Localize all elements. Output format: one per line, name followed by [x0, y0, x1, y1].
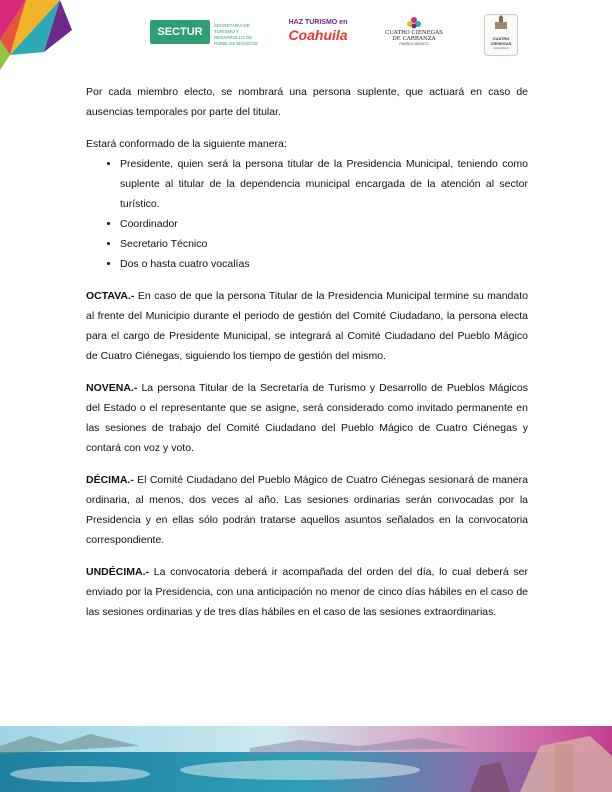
members-list — [86, 154, 528, 274]
clause-label: DÉCIMA.- — [86, 474, 134, 486]
clause-text: La convocatoria deberá ir acompañada del orden del día, lo cual deberá ser enviado por la Presidencia, con una anticipación no menor de cinco días hábiles en el caso de las sesiones ordinarias y de tres días hábiles en el caso de las sesiones extraordinarias. — [86, 566, 528, 618]
clause-novena — [86, 378, 528, 458]
clause-label: UNDÉCIMA.- — [86, 566, 149, 578]
cuatro-cienegas-logo — [382, 16, 446, 52]
document-body — [86, 82, 528, 634]
cuatro-cienegas-name: CUATRO CIÉNEGAS DE CARRANZA — [385, 30, 443, 42]
list-item: • Coordinador — [120, 214, 528, 234]
coahuila-logo — [282, 18, 354, 50]
footer-landscape-band — [0, 726, 612, 792]
clause-text: En caso de que la persona Titular de la Presidencia Municipal termine su mandato al frente del Municipio durante el periodo de gestión del Comité Ciudadano, la persona electa para el cargo de Presidente Municipal, se integrará al Comité Ciudadano del Pueblo Mágico de Cuatro Ciénegas, siguiendo los tiempo de gestión del mismo. — [86, 290, 528, 362]
header-logos — [150, 14, 580, 54]
list-item: • Presidente, quien será la persona titular de la Presidencia Municipal, teniendo como suplente al titular de la dependencia municipal encargada de la atención al sector turístico. — [120, 154, 528, 214]
coahuila-name: Coahuila — [288, 27, 348, 43]
clause-text: El Comité Ciudadano del Pueblo Mágico de Cuatro Ciénegas sesionará de manera ordinaria, al menos, dos veces al año. Las sesiones ordinarias serán convocadas por la Presidencia y en ellas sólo podrán tratarse aquellos asuntos señalados en la convocatoria correspondiente. — [86, 474, 528, 546]
paragraph-conformado: Estará conformado de la siguiente manera: — [86, 138, 287, 150]
badge-subtitle: COAHUILA — [493, 46, 509, 50]
corner-decoration — [0, 0, 80, 70]
clause-decima — [86, 470, 528, 550]
sectur-subtitle: SECRETARÍA DE TURISMO Y DESARROLLO DE PUEBLOS MÁGICOS — [214, 23, 258, 46]
clause-text: La persona Titular de la Secretaría de Turismo y Desarrollo de Pueblos Mágicos del Estado o el representante que se asigne, será considerado como invitado permanente en las sesiones de trabajo del Comité Ciudadano del Pueblo Mágico de Cuatro Ciénegas y contará con voz y voto. — [86, 382, 528, 454]
paragraph-suplente: Por cada miembro electo, se nombrará una persona suplente, que actuará en caso de ausencias temporales por parte del titular. — [86, 86, 528, 118]
list-item: • Dos o hasta cuatro vocalías — [120, 254, 528, 274]
cuatro-cienegas-badge — [484, 14, 518, 56]
coahuila-tagline: HAZ TURISMO en — [288, 19, 348, 26]
cuatro-cienegas-subtitle: PUEBLO MÁGICO — [399, 42, 429, 46]
badge-name: CUATRO CIÉNEGAS — [490, 36, 512, 46]
clause-octava — [86, 286, 528, 366]
clause-label: NOVENA.- — [86, 382, 138, 394]
clause-undecima — [86, 562, 528, 622]
flower-icon — [406, 16, 422, 30]
church-icon — [491, 15, 511, 31]
clause-label: OCTAVA.- — [86, 290, 135, 302]
list-item: • Secretario Técnico — [120, 234, 528, 254]
sectur-logo — [150, 20, 270, 44]
sectur-name: SECTUR — [150, 20, 210, 44]
